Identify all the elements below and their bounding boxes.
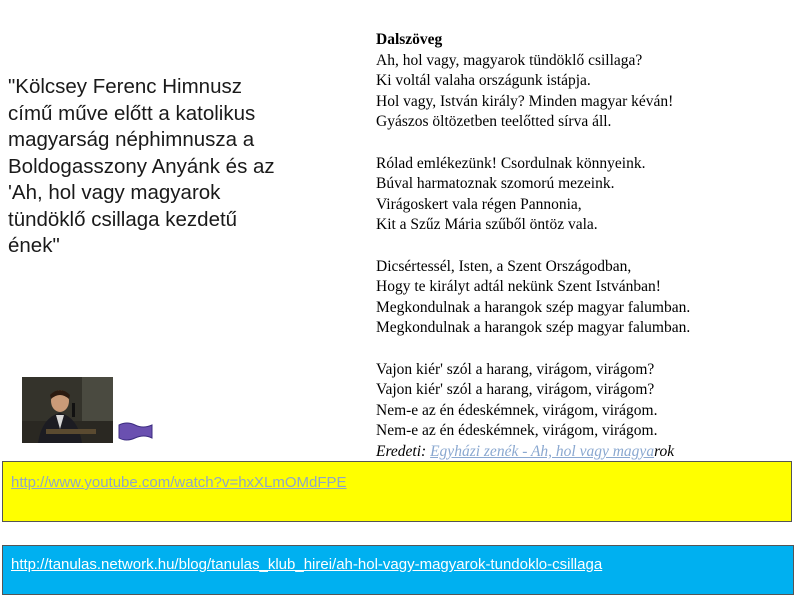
stanza-2: Rólad emlékezünk! Csordulnak könnyeink. Búval harmatoznak szomorú mezeink. Virágoskert vala régen Pannonia, Kit a Szűz Mária szűből öntöz vala. xyxy=(376,154,646,234)
blog-link-box xyxy=(2,545,794,595)
lyrics-title: Dalszöveg xyxy=(376,31,443,48)
stanza-1: Ah, hol vagy, magyarok tündöklő csillaga? Ki voltál valaha országunk istápja. Hol vagy, István király? Minden magyar kéván! Gyászos öltözetben teelőtted sírva áll. xyxy=(376,51,674,131)
quote-text: "Kölcsey Ferenc Himnusz című műve előtt a katolikus magyarság néphimnusza a Boldogasszony Anyánk és az 'Ah, hol vagy magyarok tündöklő csillaga kezdetű ének" xyxy=(8,75,275,257)
youtube-link-box xyxy=(2,461,792,522)
source-link[interactable]: Egyházi zenék - Ah, hol vagy magya xyxy=(430,442,655,460)
lyrics-panel xyxy=(376,30,786,462)
source-prefix: Eredeti: xyxy=(376,442,431,460)
blog-link[interactable]: http://tanulas.network.hu/blog/tanulas_klub_hirei/ah-hol-vagy-magyarok-tundoklo-csillaga xyxy=(11,556,603,573)
youtube-link[interactable]: http://www.youtube.com/watch?v=hxXLmOMdFPE xyxy=(11,474,347,491)
source-line xyxy=(376,442,786,463)
singer-photo xyxy=(22,377,113,443)
stanza-3: Dicsértessél, Isten, a Szent Országodban, Hogy te királyt adtál nekünk Szent Istvánban! Megkondulnak a harangok szép magyar falumban. Megkondulnak a harangok szép magyar falumban. xyxy=(376,257,691,337)
stanza-4: Vajon kiér' szól a harang, virágom, virágom? Vajon kiér' szól a harang, virágom, virágom? Nem-e az én édeskémnek, virágom, virágom. Nem-e az én édeskémnek, virágom, virágom. xyxy=(376,360,658,440)
flag-icon[interactable] xyxy=(118,420,154,447)
source-suffix: rok xyxy=(654,442,675,460)
